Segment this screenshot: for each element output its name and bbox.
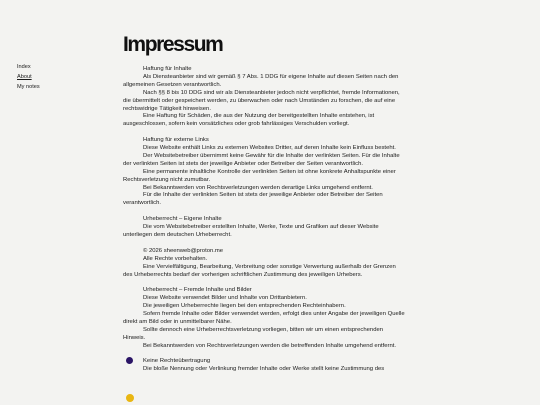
paragraph: Alle Rechte vorbehalten. [143, 255, 208, 262]
paragraph: Eine Haftung für Schäden, die aus der Nutzung der bereitgestellten Inhalte entstehen, ist ausgeschlossen, sofern kein vorsätzliches oder grob fahrlässiges Verschulden vorliegt. [123, 113, 375, 128]
paragraph: Diese Website enthält Links zu externen Websites Dritter, auf deren Inhalte kein Einfluss besteht. [143, 145, 396, 152]
paragraph: Die jeweiligen Urheberrechte liegen bei den entsprechenden Rechteinhabern. [143, 303, 346, 310]
section-heading: Keine Rechteübertragung [143, 358, 211, 365]
paragraph: Eine permanente inhaltliche Kontrolle der verlinkten Seiten ist ohne konkrete Anhaltspunkte einer Rechtsverletzung nicht zumutbar. [123, 168, 396, 183]
paragraph: Die bloße Nennung oder Verlinkung fremder Inhalte oder Werke stellt keine Zustimmung des [143, 366, 385, 373]
purple-dot-icon [126, 357, 133, 364]
sidebar-nav [17, 62, 40, 93]
paragraph: Eine Vervielfältigung, Bearbeitung, Verbreitung oder sonstige Verwertung außerhalb der Grenzen des Urheberrechts bedarf der vorherigen schriftlichen Zustimmung des jeweiligen Urhebers. [123, 263, 396, 278]
section-urheberrecht-eigene [123, 216, 405, 240]
paragraph: Nach §§ 8 bis 10 DDG sind wir als Diensteanbieter jedoch nicht verpflichtet, fremde Informationen, die übermittelt oder gespeichert werden, zu überwachen oder nach Umständen zu forschen, die auf eine rechtswidrige Tätigkeit hinweisen. [123, 89, 400, 112]
paragraph: Diese Website verwendet Bilder und Inhalte von Drittanbietern. [143, 295, 307, 302]
nav-link-my-notes[interactable]: My notes [17, 84, 40, 91]
section-haftung-links [123, 137, 405, 208]
paragraph: Sollte dennoch eine Urheberrechtsverletzung vorliegen, bitten wir um einen entsprechenden Hinweis. [123, 326, 384, 341]
paragraph: Für die Inhalte der verlinkten Seiten ist stets der jeweilige Anbieter oder Betreiber der Seiten verantwortlich. [123, 192, 383, 207]
section-heading: Urheberrecht – Eigene Inhalte [143, 216, 222, 223]
nav-link-about[interactable]: About [17, 74, 32, 81]
section-haftung-inhalte [123, 66, 405, 129]
section-heading: Urheberrecht – Fremde Inhalte und Bilder [143, 287, 252, 294]
nav-link-index[interactable]: Index [17, 64, 31, 70]
paragraph: Der Websitebetreiber übernimmt keine Gewähr für die Inhalte der verlinkten Seiten. Für die Inhalte der verlinkten Seiten ist stets der jeweilige Anbieter oder Betreiber der Seiten verantwortlich. [123, 152, 400, 167]
main-content [123, 66, 405, 382]
paragraph: Bei Bekanntwerden von Rechtsverletzungen werden die betreffenden Inhalte umgehend entfernt. [143, 342, 397, 349]
section-rechteuebertragung [123, 358, 405, 374]
section-heading: © 2026 sheenweb@proton.me [143, 247, 224, 254]
page-title: Impressum [123, 33, 223, 56]
section-heading: Haftung für Inhalte [143, 66, 192, 72]
section-copyright [123, 248, 405, 280]
section-heading: Haftung für externe Links [143, 137, 209, 144]
paragraph: Als Diensteanbieter sind wir gemäß § 7 Abs. 1 DDG für eigene Inhalte auf diesen Seiten nach den allgemeinen Gesetzen verantwortlich. [123, 73, 399, 88]
yellow-dot-icon [126, 394, 134, 402]
paragraph: Die vom Websitebetreiber erstellten Inhalte, Werke, Texte und Grafiken auf dieser Website unterliegen dem deutschen Urheberrecht. [123, 224, 379, 238]
paragraph: Sofern fremde Inhalte oder Bilder verwendet werden, erfolgt dies unter Angabe der jeweiligen Quelle direkt am Bild oder in unmittelbarer Nähe. [123, 311, 405, 325]
paragraph: Bei Bekanntwerden von Rechtsverletzungen werden derartige Links umgehend entfernt. [143, 184, 373, 191]
section-urheberrecht-fremde [123, 287, 405, 350]
